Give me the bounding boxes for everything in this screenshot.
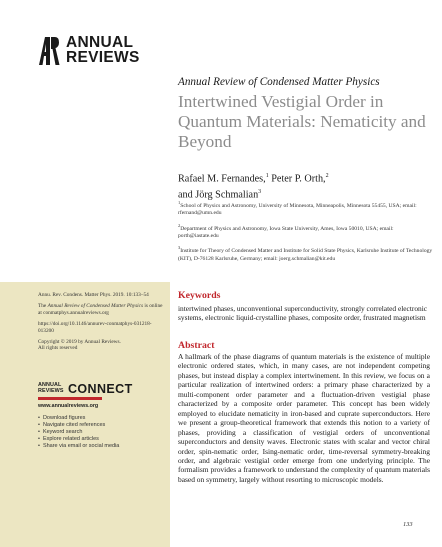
logo-wordmark [66, 35, 140, 65]
author-2: Peter P. Orth, [268, 173, 326, 185]
author-list [178, 170, 428, 202]
connect-item: • Explore related articles [38, 436, 166, 443]
abstract-text: A hallmark of the phase diagrams of quantum materials is the existence of multiple electronic ordered states, which, in many cases, are not independent competing phases, but instead display a complex intertwinement. In this review, we focus on a particular realization of intertwined orders: a primary phase characterized by a multi-component order parameter and a fluctuation-driven vestigial phase characterized by a composite order parameter. This concept has been widely employed to elucidate nematicity in iron-based and cuprate superconductors. Here we present a group-theoretical framework that extends this notion to a variety of phases, providing a classification of vestigial orders of unconventional superconductors and density waves. Electronic states with scalar and vector chiral order, spin-nematic order, Ising-nematic order, time-reversal symmetry-breaking order, and algebraic vestigial order emerge from one underlying principle. The formalism provides a framework to understand the complexity of quantum materials based on symmetry, largely without resorting to microscopic models. [178, 352, 430, 484]
annual-reviews-logo [38, 35, 188, 69]
connect-item: • Download figures [38, 415, 166, 422]
connect-item: • Keyword search [38, 429, 166, 436]
affiliations [178, 199, 433, 267]
connect-logo [38, 381, 166, 401]
connect-small-logo: ANNUAL REVIEWS [38, 382, 64, 394]
author-1-affil: 1 [265, 173, 269, 179]
annual-reviews-connect [38, 381, 166, 450]
article-title: Intertwined Vestigial Order in Quantum Materials: Nematicity and Beyond [178, 92, 426, 151]
online-note: The Annual Review of Condensed Matter Physics is online at conmatphys.annualreviews.org [38, 302, 163, 316]
connect-item: • Share via email or social media [38, 443, 166, 450]
annual-reviews-ar-logo-icon [38, 36, 60, 66]
author-1: Rafael M. Fernandes, [178, 173, 266, 185]
affiliation-2 [178, 222, 433, 241]
journal-name: Annual Review of Condensed Matter Physics [178, 76, 380, 88]
logo-line-2: REVIEWS [66, 49, 140, 66]
citation-info [38, 292, 166, 356]
connect-item: • Navigate cited references [38, 422, 166, 429]
connect-url[interactable]: www.annualreviews.org [38, 403, 99, 409]
affiliation-1-text: School of Physics and Astronomy, University of Minnesota, Minneapolis, Minnesota 55455, USA; email: rfernand@umn.edu [178, 202, 417, 217]
connect-wordmark: CONNECT [68, 382, 133, 396]
author-3: and Jörg Schmalian [178, 189, 259, 201]
doi-link[interactable]: https://doi.org/10.1146/annurev-conmatphys-031218-013200 [38, 320, 152, 334]
connect-accent-bar [38, 397, 102, 400]
keywords-text: intertwined phases, unconventional superconductivity, strongly correlated electronic systems, electronic liquid-crystalline phases, composite order, frustrated magnetism [178, 304, 428, 323]
connect-features [38, 415, 166, 450]
affiliation-1-num: 1 [178, 200, 181, 205]
abstract-heading: Abstract [178, 340, 215, 351]
citation-line: Annu. Rev. Condens. Matter Phys. 2019. 10:133–54 [38, 292, 149, 298]
affiliation-2-num: 2 [178, 222, 181, 228]
keywords-heading: Keywords [178, 290, 221, 301]
affiliation-3 [178, 244, 433, 263]
author-3-affil: 3 [258, 188, 262, 195]
copyright: Copyright © 2019 by Annual Reviews. All rights reserved [38, 338, 121, 352]
affiliation-3-text: Institute for Theory of Condensed Matter and Institute for Solid State Physics, Karlsruhe Institute of Technology (KIT), D-76128 Karlsruhe, Germany; email: joerg.schmalian@kit.edu [178, 248, 433, 262]
author-2-affil: 2 [325, 173, 329, 179]
affiliation-1 [178, 199, 433, 218]
logo-line-1: ANNUAL [66, 34, 134, 51]
affiliation-3-num: 3 [178, 245, 181, 251]
page-number: 133 [403, 521, 413, 528]
affiliation-2-text: Department of Physics and Astronomy, Iowa State University, Ames, Iowa 50010, USA; email: porth@iastate.edu [178, 225, 394, 239]
